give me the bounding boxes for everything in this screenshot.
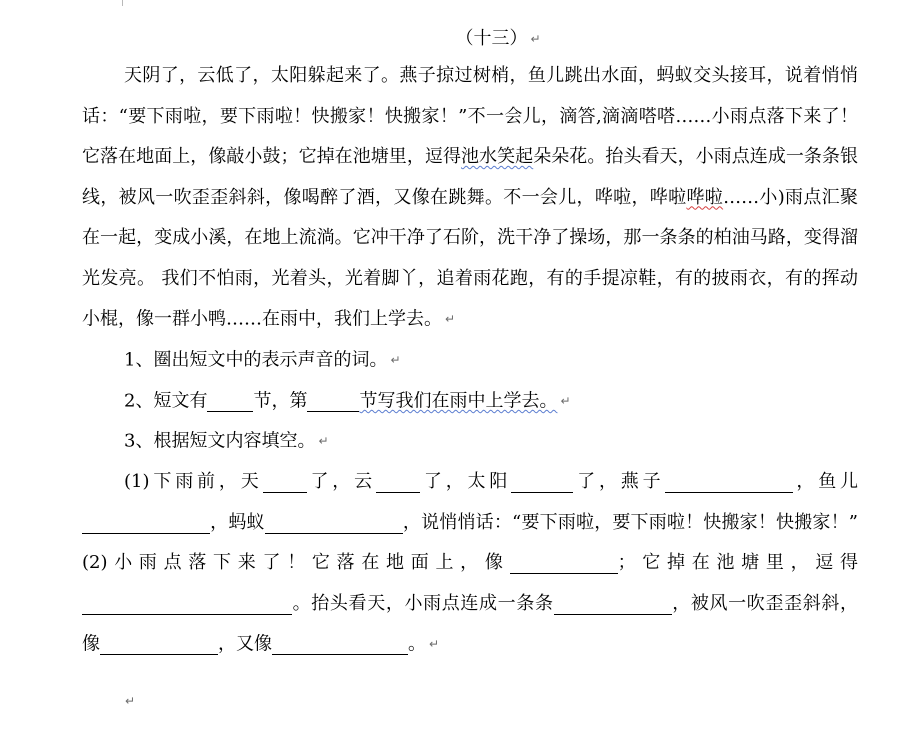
fill-text: ，鱼儿 (792, 471, 859, 492)
fill-text: (2)小雨点落下来了！它落在地面上，像 (82, 552, 510, 573)
passage-text-3: ……小)雨点汇聚在一起，变成小溪，在地上流淌。它冲干净了石阶，洗干净了操场，那一条条的柏油马路，变得溜光发亮。 我们不怕雨，光着头，光着脚丫，追着雨花跑，有的手提凉鞋，有的披雨衣，有的挥动小棍，像一群小鸭……在雨中，我们上学去。 (82, 186, 858, 330)
fill-text: 。 (408, 633, 426, 655)
answer-blank[interactable] (207, 389, 253, 412)
passage-text-1: 天阴了，云低了，太阳躲起来了。燕子掠过树梢，鱼儿跳出水面，蚂蚁交头接耳，说着悄悄话：“要下雨啦，要下雨啦！快搬家！快搬家！”不一会儿，滴答,滴滴嗒嗒……小雨点落下来了！它落在地面上，像敲小鼓；它掉在池塘里，逗得 (82, 65, 858, 167)
question-1 (82, 340, 858, 381)
paragraph-mark: ↵ (318, 434, 329, 449)
question-2 (82, 381, 858, 422)
paragraph-mark: ↵ (390, 352, 401, 367)
fill-text: ；它掉在池塘里，逗得 (617, 552, 858, 573)
question-3 (82, 421, 858, 462)
question-1-text: 1、圈出短文中的表示声音的词。 (124, 349, 388, 370)
fill-text: ，蚂蚁 (210, 511, 265, 533)
answer-blank[interactable] (100, 632, 218, 655)
answer-blank[interactable] (82, 511, 210, 534)
question-3-fill-in (82, 462, 858, 665)
answer-blank[interactable] (272, 632, 408, 655)
answer-blank[interactable] (263, 470, 307, 493)
answer-blank[interactable] (510, 551, 618, 574)
question-2-text-c: 节写我们在雨中上学去。 (359, 389, 558, 411)
page-corner-mark (122, 0, 123, 6)
fill-text: 了，燕子 (573, 471, 665, 492)
paragraph-mark: ↵ (530, 32, 541, 46)
passage-text-2: 朵朵花。抬头看天，小雨点连成一条条银线，被风一吹歪歪斜斜，像喝醉了酒，又像在跳舞。不一会儿，哗啦，哗啦 (82, 146, 859, 208)
question-2-text-a: 2、短文有 (124, 389, 208, 411)
document-page (82, 22, 858, 665)
answer-blank[interactable] (554, 592, 672, 615)
fill-text: ，被风一吹歪歪斜斜，像 (82, 592, 859, 655)
fill-text: ，又像 (218, 633, 272, 655)
answer-blank[interactable] (665, 470, 793, 493)
document-title (82, 22, 858, 56)
fill-text: 。抬头看天，小雨点连成一条条 (292, 592, 554, 614)
fill-text: 了，太阳 (420, 471, 512, 492)
title-text: （十三） (455, 28, 528, 49)
paragraph-mark: ↵ (445, 312, 456, 326)
paragraph-mark: ↵ (429, 637, 440, 651)
question-3-text: 3、根据短文内容填空。 (124, 430, 316, 452)
fill-text: (1)下雨前，天 (124, 471, 263, 492)
question-2-text-b: 节，第 (253, 389, 308, 411)
answer-blank[interactable] (307, 389, 359, 412)
answer-blank[interactable] (265, 511, 403, 534)
grammar-flag-text: 池水笑起 (461, 146, 534, 167)
answer-blank[interactable] (376, 470, 420, 493)
answer-blank[interactable] (511, 470, 573, 493)
empty-paragraph-mark: ↵ (125, 694, 136, 708)
fill-text: ，说悄悄话：“要下雨啦，要下雨啦！快搬家！快搬家！” (402, 511, 858, 533)
fill-text: 了，云 (306, 471, 376, 492)
answer-blank[interactable] (82, 592, 292, 615)
paragraph-mark: ↵ (560, 393, 571, 408)
reading-passage (82, 56, 858, 340)
spelling-flag-text: 哗啦 (686, 186, 724, 208)
